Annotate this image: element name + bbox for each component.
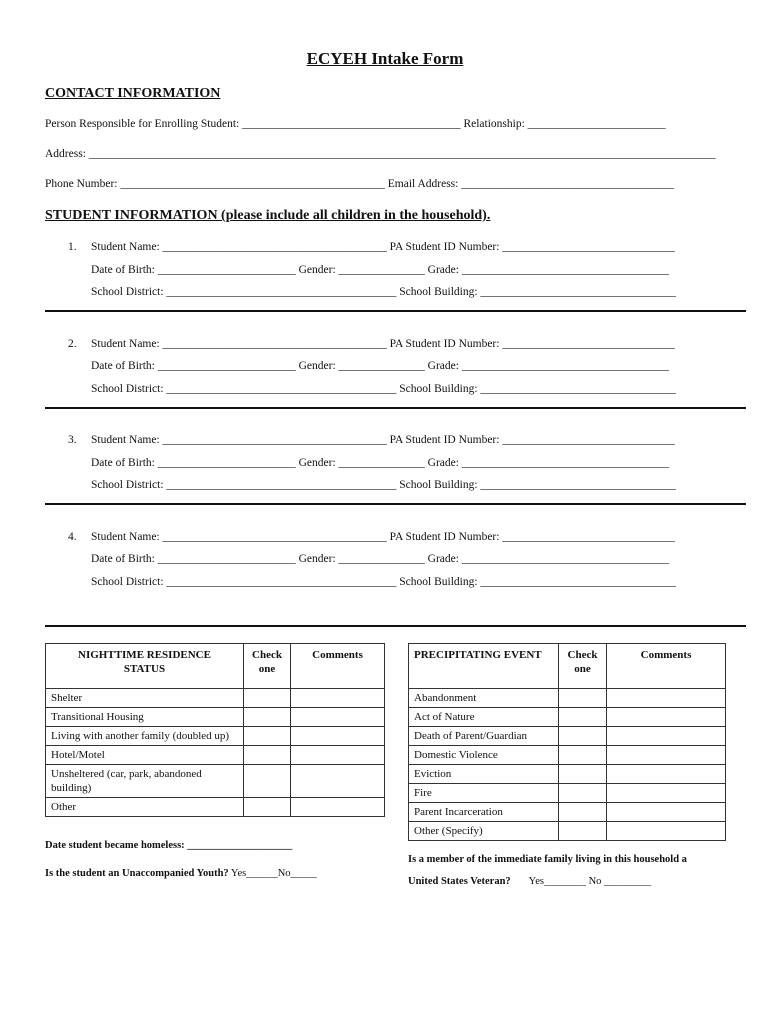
contact-line-phone[interactable]: Phone Number: ______________________________________________ Email Address: _____________________________________ (45, 178, 674, 190)
comments-cell[interactable] (291, 765, 385, 798)
comments-cell[interactable] (607, 708, 726, 727)
residence-table (45, 643, 385, 817)
event-row-label: Death of Parent/Guardian (409, 727, 559, 746)
comments-cell[interactable] (291, 708, 385, 727)
check-cell[interactable] (559, 765, 607, 784)
divider (45, 503, 746, 505)
comments-cell[interactable] (291, 689, 385, 708)
residence-row-label: Shelter (46, 689, 244, 708)
comments-header: Comments (291, 644, 385, 689)
check-header: Check one (559, 644, 607, 689)
comments-cell[interactable] (607, 822, 726, 841)
contact-heading: CONTACT INFORMATION (45, 86, 221, 101)
unaccompanied-question: Is the student an Unaccompanied Youth? (45, 868, 229, 879)
student-name-line[interactable]: Student Name: _______________________________________ PA Student ID Number: ______________________________ (91, 531, 675, 543)
comments-cell[interactable] (607, 727, 726, 746)
student-name-line[interactable]: Student Name: _______________________________________ PA Student ID Number: ______________________________ (91, 241, 675, 253)
veteran-line (408, 876, 651, 887)
contact-line-address[interactable]: Address: _____________________________________________________________________________________________________________ (45, 148, 716, 160)
comments-cell[interactable] (291, 727, 385, 746)
check-cell[interactable] (559, 708, 607, 727)
residence-row-label: Other (46, 798, 244, 817)
veteran-answer[interactable]: Yes________ No _________ (528, 876, 652, 887)
student-district-line[interactable]: School District: ________________________________________ School Building: __________________________________ (91, 576, 676, 588)
student-number: 1. (68, 241, 77, 253)
student-district-line[interactable]: School District: ________________________________________ School Building: __________________________________ (91, 479, 676, 491)
unaccompanied-answer[interactable]: Yes______No_____ (228, 868, 317, 879)
check-cell[interactable] (559, 803, 607, 822)
comments-cell[interactable] (291, 746, 385, 765)
student-dob-line[interactable]: Date of Birth: ________________________ Gender: _______________ Grade: ____________________________________ (91, 264, 669, 276)
student-name-line[interactable]: Student Name: _______________________________________ PA Student ID Number: ______________________________ (91, 434, 675, 446)
veteran-question-line2: United States Veteran? (408, 876, 511, 887)
residence-row-label: Unsheltered (car, park, abandoned building) (46, 765, 244, 798)
comments-cell[interactable] (607, 746, 726, 765)
contact-line-person[interactable]: Person Responsible for Enrolling Student: ______________________________________ Relationship: ________________________ (45, 118, 666, 130)
event-row-label: Act of Nature (409, 708, 559, 727)
residence-row-label: Living with another family (doubled up) (46, 727, 244, 746)
divider (45, 407, 746, 409)
comments-header: Comments (607, 644, 726, 689)
comments-cell[interactable] (607, 765, 726, 784)
event-row-label: Domestic Violence (409, 746, 559, 765)
student-dob-line[interactable]: Date of Birth: ________________________ Gender: _______________ Grade: ____________________________________ (91, 457, 669, 469)
residence-header: NIGHTTIME RESIDENCE STATUS (46, 644, 244, 689)
comments-cell[interactable] (607, 689, 726, 708)
residence-row-label: Transitional Housing (46, 708, 244, 727)
event-row-label: Abandonment (409, 689, 559, 708)
student-number: 2. (68, 338, 77, 350)
event-row-label: Other (Specify) (409, 822, 559, 841)
comments-cell[interactable] (607, 784, 726, 803)
student-district-line[interactable]: School District: ________________________________________ School Building: __________________________________ (91, 383, 676, 395)
check-cell[interactable] (559, 689, 607, 708)
check-cell[interactable] (559, 727, 607, 746)
homeless-date-line[interactable]: Date student became homeless: ____________________ (45, 840, 293, 851)
comments-cell[interactable] (607, 803, 726, 822)
unaccompanied-line (45, 868, 317, 879)
check-cell[interactable] (244, 689, 291, 708)
event-row-label: Eviction (409, 765, 559, 784)
check-cell[interactable] (244, 798, 291, 817)
student-dob-line[interactable]: Date of Birth: ________________________ Gender: _______________ Grade: ____________________________________ (91, 553, 669, 565)
check-cell[interactable] (244, 765, 291, 798)
check-cell[interactable] (559, 746, 607, 765)
page-title: ECYEH Intake Form (306, 49, 464, 68)
event-header: PRECIPITATING EVENT (409, 644, 559, 689)
student-number: 3. (68, 434, 77, 446)
divider (45, 310, 746, 312)
student-heading: STUDENT INFORMATION (please include all children in the household). (45, 208, 491, 223)
student-name-line[interactable]: Student Name: _______________________________________ PA Student ID Number: ______________________________ (91, 338, 675, 350)
divider (45, 625, 746, 627)
check-header: Check one (244, 644, 291, 689)
veteran-question-line1: Is a member of the immediate family living in this household a (408, 854, 687, 865)
event-row-label: Parent Incarceration (409, 803, 559, 822)
check-cell[interactable] (244, 708, 291, 727)
student-district-line[interactable]: School District: ________________________________________ School Building: __________________________________ (91, 286, 676, 298)
residence-row-label: Hotel/Motel (46, 746, 244, 765)
event-row-label: Fire (409, 784, 559, 803)
comments-cell[interactable] (291, 798, 385, 817)
check-cell[interactable] (244, 727, 291, 746)
check-cell[interactable] (244, 746, 291, 765)
check-cell[interactable] (559, 822, 607, 841)
student-number: 4. (68, 531, 77, 543)
student-dob-line[interactable]: Date of Birth: ________________________ Gender: _______________ Grade: ____________________________________ (91, 360, 669, 372)
event-table (408, 643, 726, 841)
check-cell[interactable] (559, 784, 607, 803)
